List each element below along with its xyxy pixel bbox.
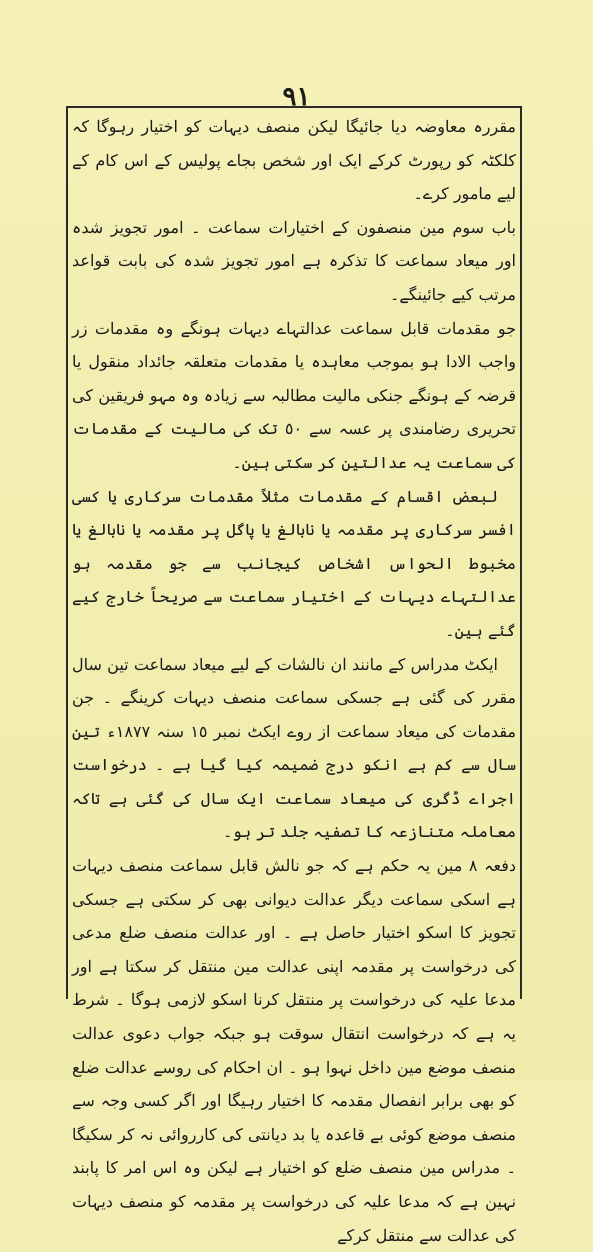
paragraph-5: ایکٹ مدراس کے مانند ان نالشات کے لیے میعاد سماعت تین سال مقرر کی گئی ہے جسکی سماعت منصف دیہات کرینگے ۔ جن مقدمات کی میعاد سماعت از روے ایکٹ نمبر ١٥ سنہ ١٨٧٧ء تین سال سے کم ہے انکو درج ضمیمہ کیا گیا ہے ۔ درخواست اجراے ڈگری کی میعاد سماعت ایک سال کی گئی ہے تاکہ معاملہ متنازعہ کا تصفیہ جلد تر ہو۔: [72, 654, 516, 842]
page-text: [72, 110, 516, 1252]
page-number: ٩١: [282, 82, 311, 112]
paragraph-6: دفعہ ٨ مین یہ حکم ہے کہ جو نالش قابل سماعت منصف دیہات ہے اسکی سماعت دیگر عدالت دیوانی بھی کر سکتی ہے جسکی تجویز کا اسکو اختیار حاصل ہے ۔ اور عدالت منصف ضلع مدعی کی درخواست پر مقدمہ اپنی عدالت مین منتقل کر سکتا ہے اور مدعا علیہ کی درخواست پر منتقل کرنا اسکو لازمی ہوگا ۔ شرط یہ ہے کہ درخواست انتقال سوقت ہو جبکہ جواب دعوی عدالت منصف موضع مین داخل نہوا ہو ۔ ان احکام کی روسے عدالت ضلع کو بھی برابر انفصال مقدمہ کا اختیار رہیگا اور اگر کسی وجہ سے منصف موضع کوئی بے قاعدہ یا بد دیانتی کی کارروائی نہ کر سکیگا ۔ مدراس مین منصف ضلع کو اختیار ہے لیکن وہ اس امر کا پابند نہین ہے کہ مدعا علیہ کی درخواست پر مقدمہ کو منصف دیہات کی عدالت سے منتقل کرکے: [72, 856, 517, 1245]
paragraph-2: باب سوم مین منصفون کے اختیارات سماعت ۔ امور تجویز شدہ اور میعاد سماعت کا تذکرہ ہے امور تجویز شدہ کی بابت قواعد مرتب کیے جائینگے۔: [72, 217, 516, 304]
paragraph-3: جو مقدمات قابل سماعت عدالتہاے دیہات ہونگے وہ مقدمات زر واجب الادا ہو بموجب معاہدہ یا مقدمات متعلقہ جائداد منقول یا قرضہ کے ہونگے جنکی مالیت مطالبہ سے زیادہ وہ مہو فریقین کی تحریری رضامندی پر عسہ سے ٥٠ تک کی مالیت کے مقدمات کی سماعت یہ عدالتین کر سکتی ہین۔: [72, 318, 517, 472]
paragraph-4: لبعض اقسام کے مقدمات مثلاً مقدمات سرکاری یا کسی افسر سرکاری پر مقدمہ یا نابالغ یا پاگل پر مقدمہ یا نابالغ یا مخبوط الحواس اشخاص کیجانب سے جو مقدمہ ہو عدالتہاے دیہات کے اختیار سماعت سے صریحاً خارج کیے گئے ہین۔: [72, 486, 516, 640]
paragraph-1: مقررہ معاوضہ دیا جائیگا لیکن منصف دیہات کو اختیار رہوگا کہ کلکٹہ کو رپورٹ کرکے ایک اور شخص بجاے پولیس کے اس کام کے لیے مامور کرے۔: [72, 117, 516, 204]
